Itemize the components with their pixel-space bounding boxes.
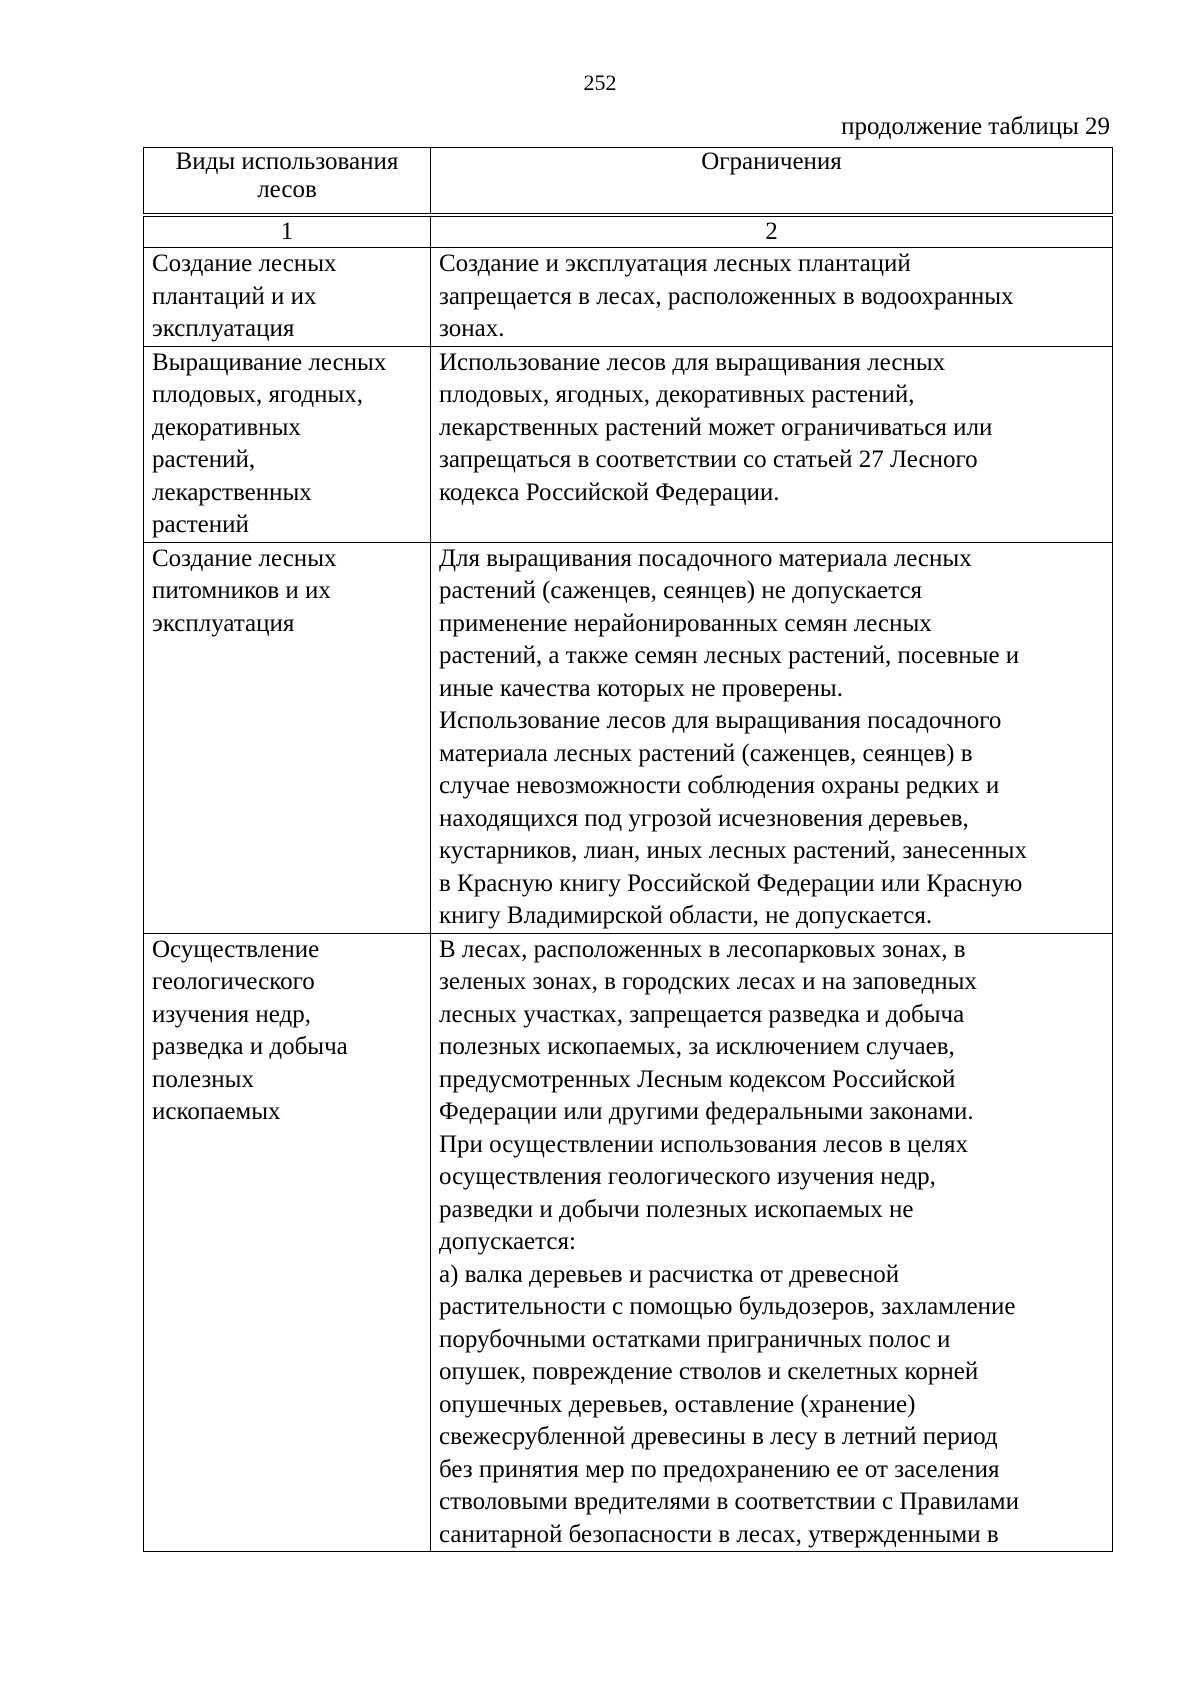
table-row bbox=[144, 542, 1113, 933]
forest-use-type-line: плантаций и их bbox=[152, 282, 317, 310]
restriction-line: а) валка деревьев и расчистка от древесной bbox=[439, 1260, 900, 1288]
column-number-2: 2 bbox=[431, 215, 1113, 248]
table-continuation-label: продолжение таблицы 29 bbox=[841, 113, 1110, 140]
restriction-line: растений, а также семян лесных растений, посевные и bbox=[439, 642, 1020, 669]
restriction-line: полезных ископаемых, за исключением случаев, bbox=[439, 1033, 955, 1060]
header-col1-lines bbox=[152, 148, 422, 204]
restriction-line: находящихся под угрозой исчезновения деревьев, bbox=[439, 804, 969, 832]
table-header-row bbox=[144, 148, 1113, 216]
forest-use-type-line: Создание лесных bbox=[152, 544, 337, 572]
restriction-line: растений (саженцев, сеянцев) не допускается bbox=[439, 577, 923, 604]
restriction-line: без принятия мер по предохранению ее от заселения bbox=[439, 1455, 1000, 1483]
restriction-line: иные качества которых не проверены. bbox=[439, 674, 843, 702]
table-row bbox=[144, 346, 1113, 542]
restriction-line: Создание и эксплуатация лесных плантаций bbox=[439, 250, 911, 277]
forest-use-type-line: Осуществление bbox=[152, 935, 320, 963]
restriction-line: лесных участках, запрещается разведка и добыча bbox=[439, 1000, 965, 1028]
restriction-line: допускается: bbox=[439, 1228, 576, 1255]
forest-use-type-line: изучения недр, bbox=[152, 1000, 312, 1028]
restriction-line: В лесах, расположенных в лесопарковых зонах, в bbox=[439, 935, 966, 963]
restriction-line: лекарственных растений может ограничиваться или bbox=[439, 413, 993, 441]
restriction-line: стволовыми вредителями в соответствии с Правилами bbox=[439, 1488, 1019, 1515]
restriction-cell bbox=[431, 346, 1113, 542]
restriction-line: Федерации или другими федеральными законами. bbox=[439, 1098, 974, 1125]
forest-use-type-cell bbox=[144, 346, 431, 542]
restriction-line: плодовых, ягодных, декоративных растений, bbox=[439, 381, 915, 408]
forest-use-type-cell bbox=[144, 933, 431, 1552]
forest-use-type-cell bbox=[144, 248, 431, 347]
forest-use-type-line: растений bbox=[152, 511, 249, 538]
header-col1-line: Виды использования bbox=[175, 148, 399, 175]
forest-use-type-line: геологического bbox=[152, 968, 315, 995]
page-number: 252 bbox=[583, 70, 617, 95]
forest-use-type-line: эксплуатация bbox=[152, 315, 295, 342]
restriction-cell bbox=[431, 933, 1113, 1552]
forest-use-type-cell bbox=[144, 542, 431, 933]
header-restrictions: Ограничения bbox=[431, 148, 1113, 216]
forest-use-type-line: эксплуатация bbox=[152, 609, 295, 637]
column-number-row bbox=[144, 215, 1113, 248]
restriction-line: кодекса Российской Федерации. bbox=[439, 478, 780, 506]
forest-use-type-line: полезных bbox=[152, 1065, 254, 1093]
restriction-line: санитарной безопасности в лесах, утвержденными в bbox=[439, 1520, 999, 1548]
restriction-line: порубочными остатками приграничных полос и bbox=[439, 1325, 951, 1353]
restriction-line: кустарников, лиан, иных лесных растений, занесенных bbox=[439, 837, 1027, 864]
restriction-line: материала лесных растений (саженцев, сеянцев) в bbox=[439, 739, 973, 767]
restriction-line: растительности с помощью бульдозеров, захламление bbox=[439, 1293, 1016, 1320]
restriction-line: Для выращивания посадочного материала лесных bbox=[439, 544, 972, 572]
restriction-line: опушек, повреждение стволов и скелетных корней bbox=[439, 1358, 979, 1385]
restriction-line: осуществления геологического изучения недр, bbox=[439, 1163, 936, 1190]
restrictions-table bbox=[143, 147, 1113, 1552]
restriction-line: книгу Владимирской области, не допускается. bbox=[439, 902, 933, 929]
header-forest-use-types bbox=[144, 148, 431, 216]
restriction-line: случае невозможности соблюдения охраны редких и bbox=[439, 772, 1000, 799]
restriction-line: свежесрубленной древесины в лесу в летний период bbox=[439, 1423, 998, 1450]
forest-use-type-line: декоративных bbox=[152, 413, 301, 441]
forest-use-type-line: ископаемых bbox=[152, 1098, 281, 1125]
restriction-line: разведки и добычи полезных ископаемых не bbox=[439, 1195, 914, 1223]
restriction-cell bbox=[431, 248, 1113, 347]
restriction-line: применение нерайонированных семян лесных bbox=[439, 609, 932, 637]
restriction-line: При осуществлении использования лесов в целях bbox=[439, 1130, 969, 1158]
table-row bbox=[144, 933, 1113, 1552]
forest-use-type-line: плодовых, ягодных, bbox=[152, 381, 364, 408]
restriction-line: запрещаться в соответствии со статьей 27 Лесного bbox=[439, 446, 978, 473]
restriction-line: зонах. bbox=[439, 315, 505, 342]
restriction-line: опушечных деревьев, оставление (хранение) bbox=[439, 1390, 916, 1418]
forest-use-type-line: питомников и их bbox=[152, 577, 331, 604]
restriction-line: запрещается в лесах, расположенных в водоохранных bbox=[439, 282, 1014, 310]
restriction-cell bbox=[431, 542, 1113, 933]
header-col1-line: лесов bbox=[257, 176, 317, 203]
restriction-line: Использование лесов для выращивания лесных bbox=[439, 348, 946, 376]
restriction-line: зеленых зонах, в городских лесах и на заповедных bbox=[439, 968, 977, 995]
forest-use-type-line: Создание лесных bbox=[152, 250, 337, 277]
forest-use-type-line: разведка и добыча bbox=[152, 1033, 348, 1060]
restriction-line: Использование лесов для выращивания посадочного bbox=[439, 707, 1002, 734]
column-number-1: 1 bbox=[144, 215, 431, 248]
table-row bbox=[144, 248, 1113, 347]
restriction-line: предусмотренных Лесным кодексом Российской bbox=[439, 1065, 956, 1093]
forest-use-type-line: растений, bbox=[152, 446, 256, 473]
forest-use-type-line: лекарственных bbox=[152, 478, 312, 506]
forest-use-type-line: Выращивание лесных bbox=[152, 348, 387, 376]
restriction-line: в Красную книгу Российской Федерации или Красную bbox=[439, 869, 1023, 897]
